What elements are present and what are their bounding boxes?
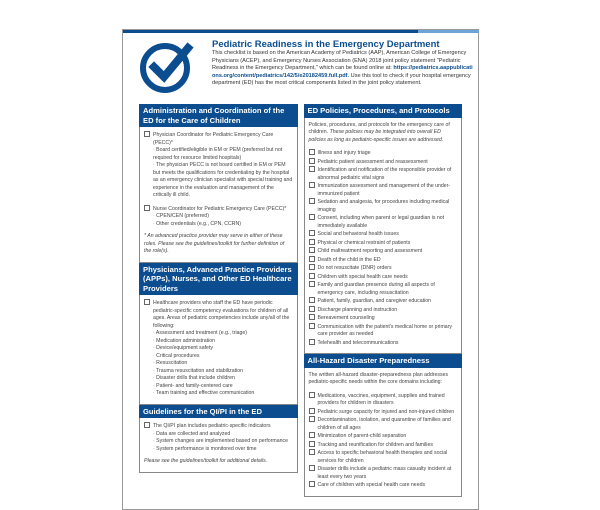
sub-item: · Assessment and treatment (e.g., triage) bbox=[153, 330, 293, 338]
checkbox[interactable] bbox=[309, 158, 315, 164]
section-policies bbox=[304, 118, 463, 355]
checkbox[interactable] bbox=[309, 432, 315, 438]
checkbox[interactable] bbox=[309, 281, 315, 287]
checklist-item bbox=[144, 422, 293, 431]
checklist-item-label: Death of the child in the ED bbox=[317, 256, 381, 263]
checklist-item bbox=[309, 149, 458, 158]
checklist-item bbox=[309, 182, 458, 198]
section-intro bbox=[309, 122, 458, 145]
section-header-policies: ED Policies, Procedures, and Protocols bbox=[304, 104, 463, 118]
top-bar bbox=[123, 30, 418, 33]
intro-end: Use this tool to check if your hospital emergency department (ED) has the most critical components listed in the joint policy statement. bbox=[212, 72, 471, 87]
checklist-item bbox=[309, 256, 458, 265]
checklist-item-label: Discharge planning and instruction bbox=[317, 306, 398, 313]
sub-item: · Board certified/eligible in EM or PEM (preferred but not required for resource limited hospitals) bbox=[153, 147, 293, 162]
sub-item: · Patient- and family-centered care bbox=[153, 383, 293, 391]
checkbox[interactable] bbox=[309, 416, 315, 422]
checkbox[interactable] bbox=[144, 131, 150, 137]
checklist-item bbox=[309, 481, 458, 490]
checkbox[interactable] bbox=[309, 247, 315, 253]
section-header-disaster: All-Hazard Disaster Preparedness bbox=[304, 354, 463, 368]
sub-item: · System performance is monitored over time bbox=[153, 446, 293, 454]
checkbox[interactable] bbox=[309, 182, 315, 188]
checklist-item-label: Telehealth and telecommunications bbox=[317, 339, 399, 346]
checklist-item bbox=[309, 314, 458, 323]
checklist-item bbox=[309, 214, 458, 230]
checkbox[interactable] bbox=[309, 166, 315, 172]
checklist-item-label: Social and behavioral health issues bbox=[317, 231, 399, 237]
checklist-item bbox=[309, 273, 458, 282]
sub-item: · System changes are implemented based on performance bbox=[153, 438, 293, 446]
checkbox[interactable] bbox=[309, 273, 315, 279]
checklist-item-label: Physical or chemical restraint of patients bbox=[317, 239, 411, 246]
checklist-item bbox=[309, 465, 458, 481]
checkbox[interactable] bbox=[144, 422, 150, 428]
checklist-item bbox=[309, 408, 458, 417]
checkbox[interactable] bbox=[309, 323, 315, 329]
sub-item: · Trauma resuscitation and stabilization bbox=[153, 368, 293, 376]
checkbox[interactable] bbox=[309, 264, 315, 270]
checklist-item-label: Sedation and analgesia, for procedures including medical imaging bbox=[317, 199, 450, 213]
checkbox[interactable] bbox=[309, 392, 315, 398]
checklist-item-label: Decontamination, isolation, and quarantine of families and children of all ages bbox=[317, 417, 451, 431]
checklist-item-label: Patient, family, guardian, and caregiver education bbox=[317, 298, 432, 304]
checkbox[interactable] bbox=[309, 465, 315, 471]
checklist-item-label: Pediatric patient assessment and reassessment bbox=[317, 158, 428, 165]
sub-list bbox=[144, 330, 293, 398]
sub-list bbox=[144, 431, 293, 454]
checklist-item bbox=[309, 416, 458, 432]
intro-text bbox=[212, 50, 474, 88]
checklist-item bbox=[309, 306, 458, 315]
checklist-item bbox=[309, 247, 458, 256]
sub-item: · Medication administration bbox=[153, 338, 293, 346]
checklist-item bbox=[309, 264, 458, 273]
section-header-qi: Guidelines for the QI/PI in the ED bbox=[139, 405, 298, 419]
checkbox[interactable] bbox=[309, 339, 315, 345]
checkbox[interactable] bbox=[309, 481, 315, 487]
checklist-page bbox=[122, 29, 479, 510]
checkbox[interactable] bbox=[309, 449, 315, 455]
checklist-item bbox=[309, 297, 458, 306]
checkbox[interactable] bbox=[309, 198, 315, 204]
checkbox[interactable] bbox=[309, 306, 315, 312]
left-column bbox=[139, 104, 298, 473]
checkbox[interactable] bbox=[144, 205, 150, 211]
checklist-item bbox=[144, 205, 293, 214]
checklist-item bbox=[309, 230, 458, 239]
sub-list bbox=[144, 213, 293, 228]
checklist-item-label: Minimization of parent-child separation bbox=[317, 433, 407, 439]
checklist-item bbox=[309, 158, 458, 167]
checklist-item bbox=[309, 323, 458, 339]
checklist-item-label: Family and guardian presence during all aspects of emergency care, including resuscitation bbox=[317, 282, 435, 296]
section-intro: The written all-hazard disaster-preparedness plan addresses pediatric-specific needs within the core domains including: bbox=[308, 371, 449, 385]
checklist-item bbox=[309, 392, 458, 408]
checklist-item-label: Nurse Coordinator for Pediatric Emergency Care (PECC)* bbox=[153, 205, 287, 212]
checklist-item-label: Child maltreatment reporting and assessment bbox=[317, 248, 423, 254]
footnote: * An advanced practice provider may serve in either of these roles. Please see the guidelines/toolkit for further definition of the role(s). bbox=[144, 233, 285, 254]
columns bbox=[139, 104, 462, 497]
checkbox[interactable] bbox=[309, 297, 315, 303]
sub-list bbox=[144, 147, 293, 200]
checkbox[interactable] bbox=[309, 441, 315, 447]
sub-item: · Other credentials (e.g., CPN, CCRN) bbox=[153, 221, 293, 229]
checkbox[interactable] bbox=[309, 314, 315, 320]
policy-link[interactable]: https://pediatrics.aappublications.org/content/pediatrics/142/5/e20182459.full.pdf. bbox=[212, 65, 473, 79]
sub-item: · CPEN/CEN (preferred) bbox=[153, 213, 293, 221]
page-title: Pediatric Readiness in the Emergency Department bbox=[212, 39, 440, 50]
section-header-providers: Physicians, Advanced Practice Providers (APPs), Nurses, and Other ED Healthcare Providers bbox=[139, 263, 298, 296]
checkbox[interactable] bbox=[144, 299, 150, 305]
checklist-item bbox=[309, 166, 458, 182]
checkbox[interactable] bbox=[309, 408, 315, 414]
checklist-item-label: Bereavement counseling bbox=[317, 315, 375, 321]
checklist-item-label: Do not resuscitate (DNR) orders bbox=[317, 265, 392, 271]
sub-item: · Resuscitation bbox=[153, 360, 293, 368]
section-qi bbox=[139, 418, 298, 473]
top-bar-accent bbox=[418, 30, 479, 33]
checklist-item-label: Consent, including when parent or legal guardian is not immediately available bbox=[317, 215, 445, 229]
sub-item: · The physician PECC is not board certified in EM or PEM but meets the qualifications for credentialing by the hospital as an emergency clinician specialist with special training and experience in the evaluation and management of the critically ill child. bbox=[153, 162, 293, 200]
checklist-item-label: Immunization assessment and management of the under-immunized patient bbox=[317, 183, 451, 197]
section-header-admin: Administration and Coordination of the ED for the Care of Children bbox=[139, 104, 298, 127]
checklist-item bbox=[309, 441, 458, 450]
checklist-item bbox=[144, 299, 293, 330]
checklist-item-label: Communication with the patient's medical home or primary care provider as needed bbox=[317, 323, 452, 337]
checklist-item-label: Tracking and reunification for children and families bbox=[317, 441, 433, 448]
sub-item: · Team training and effective communication bbox=[153, 390, 293, 398]
checklist-item-label: Physician Coordinator for Pediatric Emergency Care (PECC)* bbox=[153, 132, 274, 146]
checklist-item-label: Children with special health care needs bbox=[317, 273, 408, 280]
section-providers bbox=[139, 295, 298, 405]
checklist-item-label: The QI/PI plan includes pediatric-specific indicators bbox=[153, 423, 271, 429]
sub-item: · Disaster drills that include children bbox=[153, 375, 293, 383]
checklist-item bbox=[309, 239, 458, 248]
checklist-item-label: Pediatric surge capacity for injured and non-injured children bbox=[317, 408, 455, 415]
checklist-item-label: Medications, vaccines, equipment, supplies and trained providers for children in disasters bbox=[317, 392, 445, 406]
checkbox[interactable] bbox=[309, 239, 315, 245]
checklist-item bbox=[309, 198, 458, 214]
intro-text: Policies, procedures, and protocols for the emergency care of children. bbox=[308, 121, 450, 135]
checklist-item bbox=[309, 339, 458, 348]
sub-item: · Critical procedures bbox=[153, 353, 293, 361]
checklist-item bbox=[309, 432, 458, 441]
checklist-item bbox=[309, 281, 458, 297]
checklist-item bbox=[309, 449, 458, 465]
checklist-item-label: Identification and notification of the responsible provider of abnormal pediatric vital signs bbox=[317, 167, 452, 181]
checklist-item-label: Access to specific behavioral health therapies and social services for children bbox=[317, 450, 448, 464]
section-admin bbox=[139, 127, 298, 263]
right-column bbox=[304, 104, 463, 497]
intro-body: This checklist is based on the American Academy of Pediatrics (AAP), American College of Emergency Physicians (ACEP), and Emergency Nurses Association (ENA) 2018 joint policy statement "Pediatric Readiness in the Emergency Department," which can be found online at: bbox=[212, 50, 467, 72]
checkbox[interactable] bbox=[309, 149, 315, 155]
checkbox[interactable] bbox=[309, 230, 315, 236]
checkbox[interactable] bbox=[309, 214, 315, 220]
checklist-item-label: Healthcare providers who staff the ED have periodic pediatric-specific competency evaluations for children of all ages. Areas of pediatric competencies include any/all of the following: bbox=[153, 300, 290, 329]
section-disaster bbox=[304, 368, 463, 497]
checklist-item-label: Care of children with special health care needs bbox=[317, 482, 426, 488]
intro-emphasis: These policies may be integrated into overall ED policies as long as pediatric-specific issues are addressed. bbox=[308, 129, 444, 143]
checklist-item-label: Disaster drills include a pediatric mass casualty incident at least every two years bbox=[317, 466, 452, 480]
checklist-item bbox=[144, 131, 293, 147]
checkbox[interactable] bbox=[309, 256, 315, 262]
sub-item: · Data are collected and analyzed bbox=[153, 431, 293, 439]
footnote: Please see the guidelines/toolkit for additional details. bbox=[144, 458, 268, 464]
sub-item: · Device/equipment safety bbox=[153, 345, 293, 353]
checkmark-logo-icon bbox=[138, 38, 194, 94]
checklist-item-label: Illness and injury triage bbox=[317, 150, 371, 156]
